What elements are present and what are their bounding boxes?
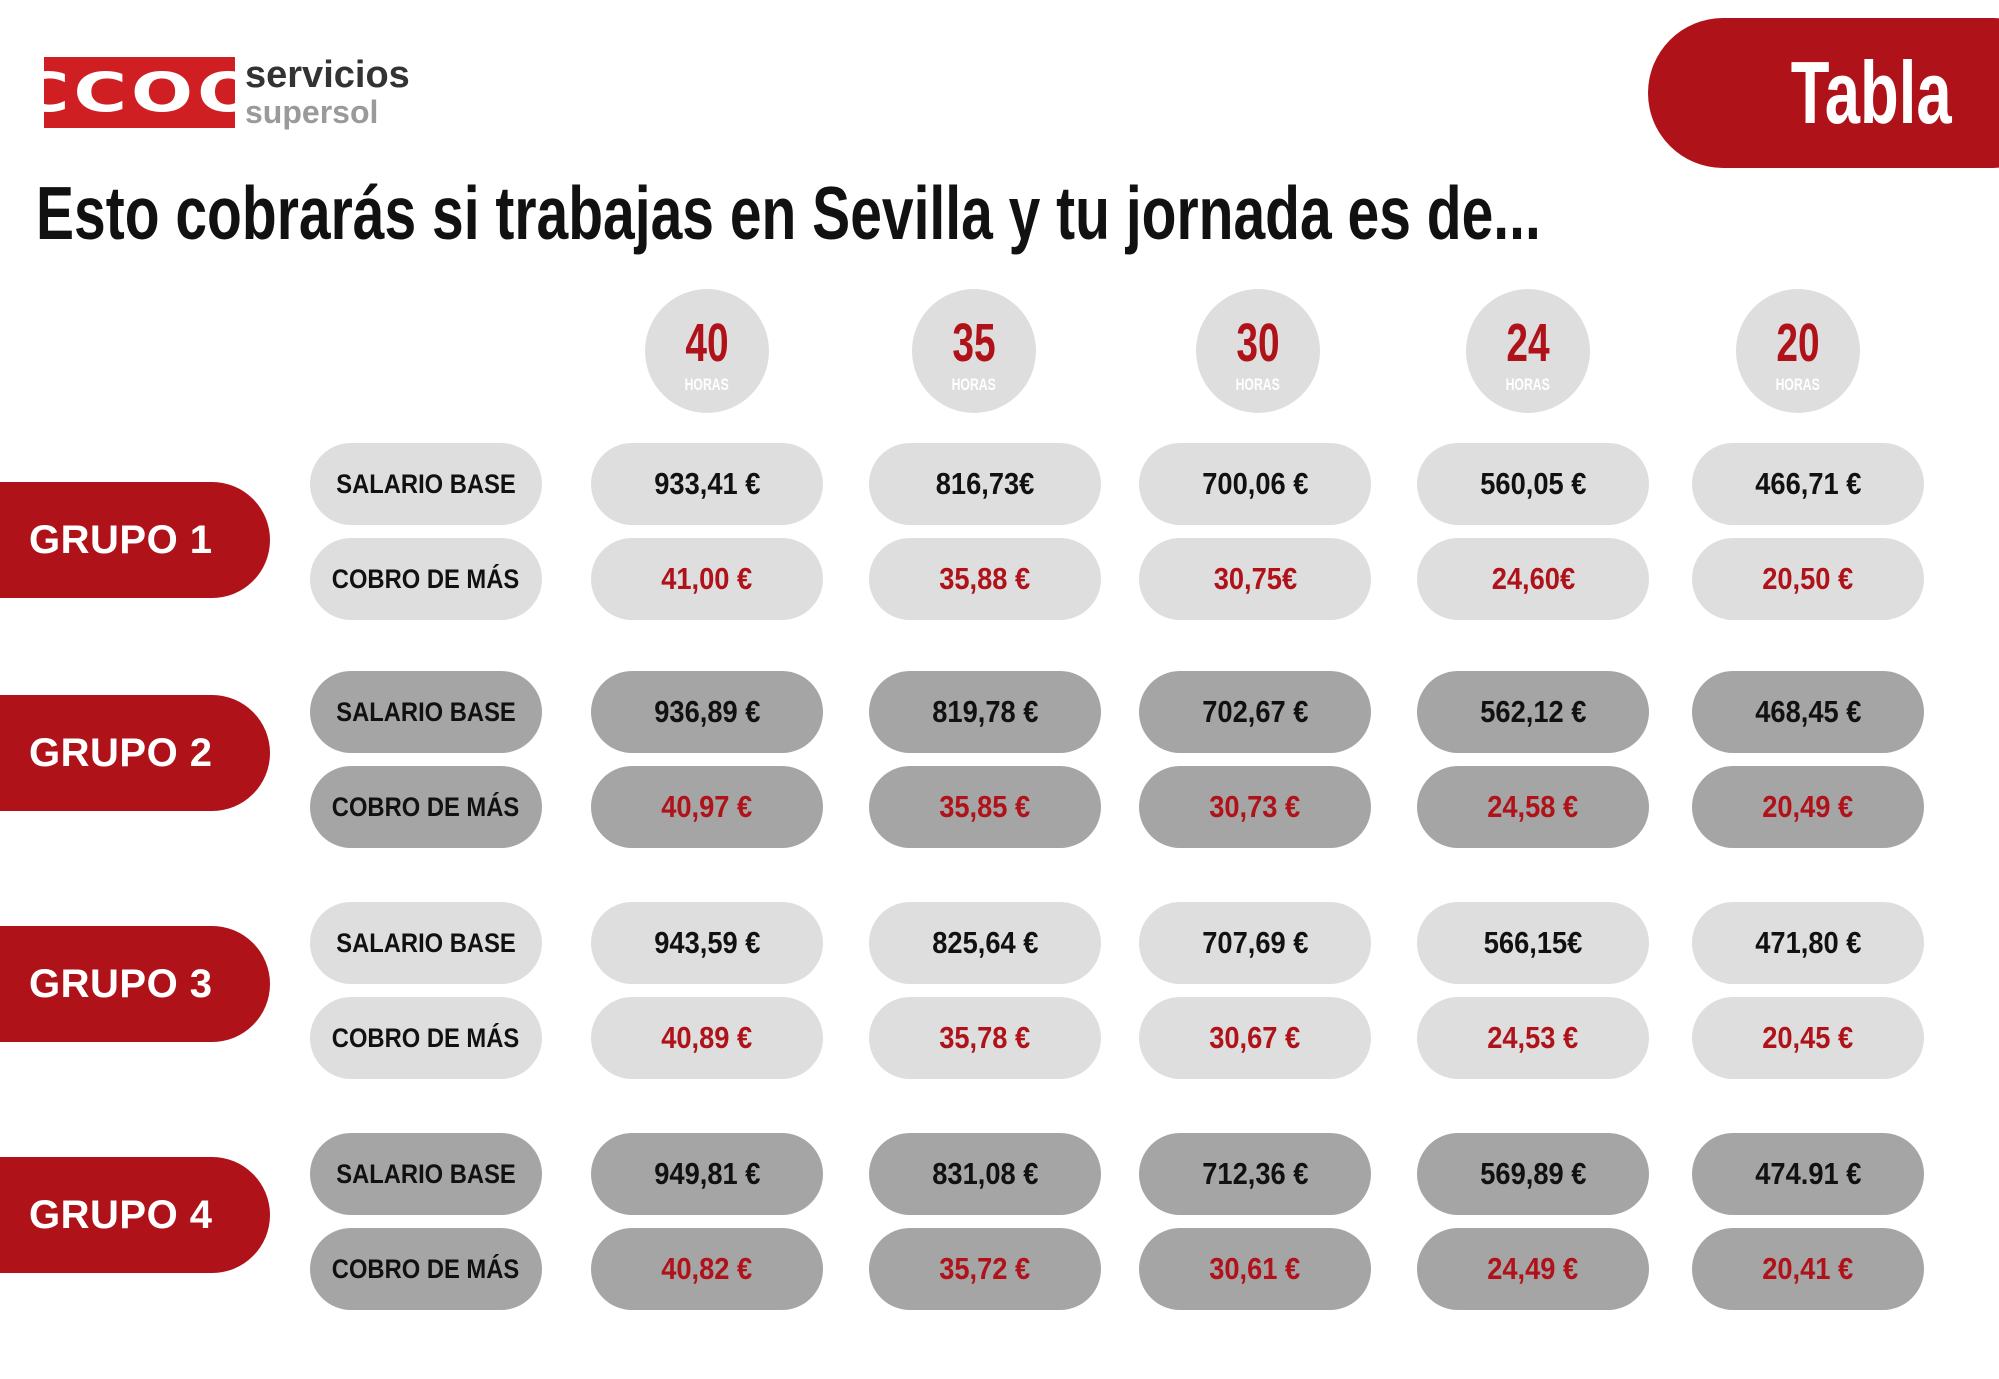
extra-pay-cell: 30,73 € — [1139, 766, 1371, 848]
salary-base-cell: 819,78 € — [869, 671, 1101, 753]
row-label-salario-base: SALARIO BASE — [310, 671, 542, 753]
extra-pay-cell: 20,49 € — [1692, 766, 1924, 848]
salary-base-cell: 816,73€ — [869, 443, 1101, 525]
hours-circle-35 — [912, 289, 1036, 413]
salary-base-cell: 949,81 € — [591, 1133, 823, 1215]
extra-pay-cell: 35,78 € — [869, 997, 1101, 1079]
brand-line-1: servicios — [245, 54, 410, 96]
salary-base-cell: 700,06 € — [1139, 443, 1371, 525]
group-label: GRUPO 2 — [29, 730, 213, 775]
salary-base-cell: 466,71 € — [1692, 443, 1924, 525]
hours-circle-20 — [1736, 289, 1860, 413]
salary-base-cell: 943,59 € — [591, 902, 823, 984]
row-label-salario-base: SALARIO BASE — [310, 902, 542, 984]
page-title: Esto cobrarás si trabajas en Sevilla y tu jornada es de... — [36, 171, 1541, 255]
extra-pay-cell: 40,82 € — [591, 1228, 823, 1310]
extra-pay-cell: 30,61 € — [1139, 1228, 1371, 1310]
extra-pay-cell: 40,89 € — [591, 997, 823, 1079]
hours-unit: HORAS — [1235, 374, 1281, 394]
extra-pay-cell: 35,72 € — [869, 1228, 1101, 1310]
salary-base-cell: 707,69 € — [1139, 902, 1371, 984]
salary-base-cell: 566,15€ — [1417, 902, 1649, 984]
group-tab-1 — [0, 482, 270, 598]
salary-base-cell: 712,36 € — [1139, 1133, 1371, 1215]
salary-base-cell: 468,45 € — [1692, 671, 1924, 753]
salary-base-cell: 562,12 € — [1417, 671, 1649, 753]
salary-base-cell: 933,41 € — [591, 443, 823, 525]
group-tab-4 — [0, 1157, 270, 1273]
extra-pay-cell: 24,60€ — [1417, 538, 1649, 620]
extra-pay-cell: 30,75€ — [1139, 538, 1371, 620]
logo-mark: CCOO — [15, 60, 264, 124]
hours-number: 30 — [1236, 312, 1280, 373]
extra-pay-cell: 30,67 € — [1139, 997, 1371, 1079]
hours-number: 40 — [685, 312, 729, 373]
salary-base-cell: 560,05 € — [1417, 443, 1649, 525]
extra-pay-cell: 35,88 € — [869, 538, 1101, 620]
extra-pay-cell: 24,58 € — [1417, 766, 1649, 848]
salary-base-cell: 569,89 € — [1417, 1133, 1649, 1215]
salary-base-cell: 474.91 € — [1692, 1133, 1924, 1215]
hours-circle-24 — [1466, 289, 1590, 413]
group-tab-2 — [0, 695, 270, 811]
hours-unit: HORAS — [951, 374, 997, 394]
brand-line-2: supersol — [245, 94, 379, 130]
row-label-cobro-de-mas: COBRO DE MÁS — [310, 766, 542, 848]
row-label-salario-base: SALARIO BASE — [310, 443, 542, 525]
group-label: GRUPO 4 — [29, 1192, 213, 1237]
group-label: GRUPO 1 — [29, 517, 213, 562]
row-label-cobro-de-mas: COBRO DE MÁS — [310, 1228, 542, 1310]
extra-pay-cell: 20,45 € — [1692, 997, 1924, 1079]
extra-pay-cell: 24,49 € — [1417, 1228, 1649, 1310]
row-label-salario-base: SALARIO BASE — [310, 1133, 542, 1215]
extra-pay-cell: 41,00 € — [591, 538, 823, 620]
salary-base-cell: 702,67 € — [1139, 671, 1371, 753]
group-tab-3 — [0, 926, 270, 1042]
table-badge-label: Tabla 7 — [1790, 43, 1952, 252]
hours-circle-30 — [1196, 289, 1320, 413]
salary-base-cell: 471,80 € — [1692, 902, 1924, 984]
hours-unit: HORAS — [1505, 374, 1551, 394]
salary-base-cell: 936,89 € — [591, 671, 823, 753]
hours-circle-40 — [645, 289, 769, 413]
extra-pay-cell: 20,41 € — [1692, 1228, 1924, 1310]
row-label-cobro-de-mas: COBRO DE MÁS — [310, 538, 542, 620]
extra-pay-cell: 20,50 € — [1692, 538, 1924, 620]
hours-number: 24 — [1506, 312, 1550, 373]
group-label: GRUPO 3 — [29, 961, 213, 1006]
salary-base-cell: 831,08 € — [869, 1133, 1101, 1215]
extra-pay-cell: 35,85 € — [869, 766, 1101, 848]
salary-base-cell: 825,64 € — [869, 902, 1101, 984]
hours-number: 35 — [952, 312, 996, 373]
extra-pay-cell: 40,97 € — [591, 766, 823, 848]
row-label-cobro-de-mas: COBRO DE MÁS — [310, 997, 542, 1079]
ccoo-logo — [15, 57, 264, 128]
extra-pay-cell: 24,53 € — [1417, 997, 1649, 1079]
hours-unit: HORAS — [1775, 374, 1821, 394]
hours-unit: HORAS — [684, 374, 730, 394]
hours-number: 20 — [1776, 312, 1820, 373]
